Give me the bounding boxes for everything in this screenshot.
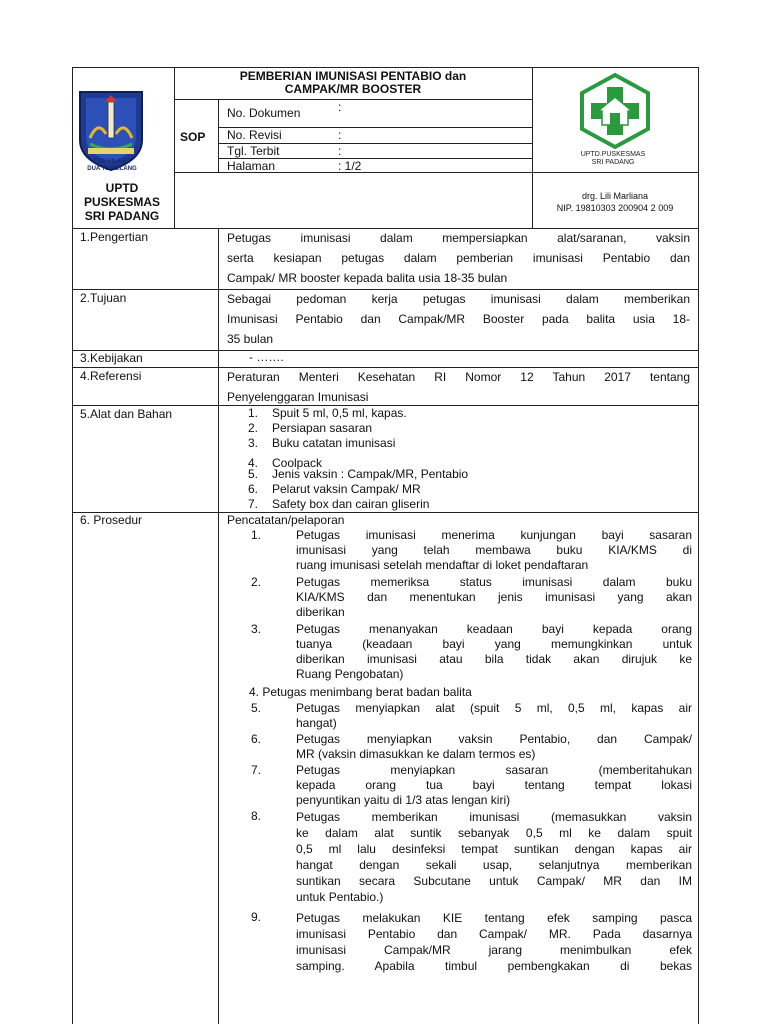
- organization-name: UPTD PUSKESMAS SRI PADANG: [83, 181, 160, 223]
- sop-label: SOP: [180, 130, 206, 144]
- section-label-kebijakan: 3.Kebijakan: [80, 351, 143, 365]
- list-item: 6. Pelarut vaksin Campak/ MR: [248, 482, 421, 496]
- procedure-heading: Pencatatan/pelaporan: [227, 513, 345, 527]
- field-label-tgl-terbit: Tgl. Terbit: [227, 144, 280, 158]
- list-item: 3. Buku catatan imunisasi: [248, 436, 396, 450]
- list-item: 2. Persiapan sasaran: [248, 421, 373, 435]
- section-text-referensi: Peraturan Menteri Kesehatan RI Nomor 12 Tahun 2017 tentang Penyelenggaran Imunisasi: [227, 370, 690, 404]
- procedure-step: 4. Petugas menimbang berat badan balita: [249, 685, 472, 699]
- field-value-no-revisi: :: [338, 128, 342, 142]
- field-value-tgl-terbit: :: [338, 144, 342, 158]
- section-text-pengertian: Petugas imunisasi dalam mempersiapkan alat/saranan, vaksin serta kesiapan petugas dalam pemberian imunisasi Pentabio dan Campak/ MR booster kepada balita usia 18-35 bulan: [227, 231, 690, 285]
- list-item: 5. Jenis vaksin : Campak/MR, Pentabio: [248, 467, 469, 481]
- section-label-pengertian: 1.Pengertian: [80, 230, 149, 244]
- section-label-prosedur: 6. Prosedur: [80, 513, 143, 527]
- field-value-halaman: : 1/2: [338, 159, 362, 173]
- section-text-kebijakan: - …….: [249, 350, 284, 364]
- list-item: 1. Spuit 5 ml, 0,5 ml, kapas.: [248, 406, 407, 420]
- field-label-halaman: Halaman: [227, 159, 276, 173]
- puskesmas-logo-icon: [574, 71, 656, 151]
- section-label-tujuan: 2.Tujuan: [80, 291, 127, 305]
- field-label-no-revisi: No. Revisi: [227, 128, 282, 142]
- sop-document: ESA HILANG DUA TERBILANG UPTD PUSKESMAS SRI PADANG PEMBERIAN IMUNISASI PENTABIO dan CAMPAK/MR BOOSTER SOP No. Dokumen : No. Revisi : Tgl. Terbit : Halaman : 1/2 UPTD.PUSKESMAS SRI PADANG drg. Lili Marliana NIP. 19810303 200904 2 009 1.Pengertian Petugas imunisasi dalam mempersiapkan alat/saranan, vaksin serta kesiapan petugas dalam pemberian imunisasi Pentabio dan Campak/ MR booster kepada balita usia 18-35 bulan 2.Tujuan Sebagai pedoman kerja petugas imunisasi dalam memberikan Imunisasi Pentabio dan Campak/MR Booster pada balita usia 18- 35 bulan 3.Kebijakan - ……. 4.Referensi Peraturan Menteri Kesehatan RI Nomor 12 Tahun 2017 tentang Penyelenggaran Imunisasi 5.Alat dan Bahan 1. Spuit 5 ml, 0,5 ml, kapas. 2. Persiapan sasaran 3. Buku catatan imunisasi 4. Coolpack 5. Jenis vaksin : Campak/MR, Pentabio 6. Pelarut vaksin Campak/ MR 7. Safety box dan cairan gliserin 6. Prosedur Pencatatan/pelaporan 1. Petugas imunisasi menerima kunjungan bayi sasaran imunisasi yang telah membawa buku KIA/KMS di ruang imunisasi setelah mendaftar di loket pendaftaran 2. Petugas memeriksa status imunisasi dalam buku KIA/KMS dan menentukan jenis imunisasi yang akan diberikan 3. Petugas menanyakan keadaan bayi kepada orang tuanya (keadaan bayi yang memungkinkan untuk diberikan imunisasi atau bila tidak akan dirujuk ke Ruang Pengobatan) 4. Petugas menimbang berat badan balita 5. Petugas menyiapkan alat (spuit 5 ml, 0,5 ml, kapas air hangat) 6. Petugas menyiapkan vaksin Pentabio, dan Campak/ MR (vaksin dimasukkan ke dalam termos es) 7. Petugas menyiapkan sasaran (memberitahukan kepada orang tua bayi tentang tempat lokasi penyuntikan yaitu di 1/3 atas lengan kiri) 8. Petugas memberikan imunisasi (memasukkan vaksin ke dalam alat suntik sebanyak 0,5 ml ke dalam spuit 0,5 ml lalu desinfeksi tempat suntikan dengan kapas air hangat dengan sekali usap, selanjutnya memberikan suntikan secara Subcutane untuk Campak/ MR dan IM untuk Pentabio.) 9. Petugas melakukan KIE tentang efek samping pasca imunisasi Pentabio dan Campak/ MR. Pada dasarnya imunisasi Campak/MR jarang menimbulkan efek samping. Apabila timbul pembengkakan di bekas: [0, 0, 768, 1024]
- list-item: 4. Coolpack: [248, 456, 323, 470]
- field-label-no-dokumen: No. Dokumen: [227, 106, 301, 120]
- signatory: drg. Lili Marliana NIP. 19810303 200904 2 009: [556, 191, 674, 213]
- section-text-tujuan: Sebagai pedoman kerja petugas imunisasi dalam memberikan Imunisasi Pentabio dan Campak/MR Booster pada balita usia 18- 35 bulan: [227, 292, 690, 346]
- field-value-no-dokumen: :: [338, 100, 342, 114]
- crest-motto: ESA HILANG DUA TERBILANG: [87, 159, 137, 172]
- puskesmas-logo-caption: UPTD.PUSKESMAS SRI PADANG: [580, 151, 646, 166]
- list-item: 7. Safety box dan cairan gliserin: [248, 497, 430, 511]
- section-label-referensi: 4.Referensi: [80, 369, 142, 383]
- section-label-alat: 5.Alat dan Bahan: [80, 407, 173, 421]
- document-title: PEMBERIAN IMUNISASI PENTABIO dan CAMPAK/MR BOOSTER: [239, 69, 467, 96]
